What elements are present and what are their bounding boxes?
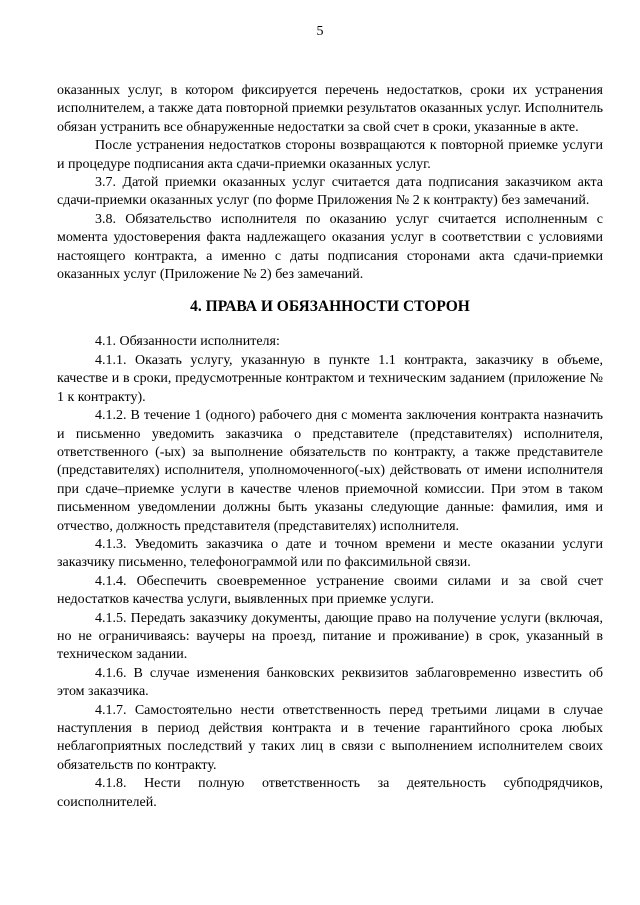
paragraph-4-1-1: 4.1.1. Оказать услугу, указанную в пункте 1.1 контракта, заказчику в объеме, качестве и в сроки, предусмотренные контрактом и техническим заданием (приложение № 1 к контракту). bbox=[57, 352, 603, 405]
document-body bbox=[57, 82, 603, 812]
paragraph-continuation: оказанных услуг, в котором фиксируется перечень недостатков, сроки их устранения исполнителем, а также дата повторной приемки результатов оказанных услуг. Исполнитель обязан устранить все обнаруженные недостатки за свой счет в сроки, указанные в акте. bbox=[57, 83, 603, 135]
paragraph-3-7: 3.7. Датой приемки оказанных услуг считается дата подписания заказчиком акта сдачи-приемки оказанных услуг (по форме Приложения № 2 к контракту) без замечаний. bbox=[57, 175, 603, 209]
paragraph-4-1-8: 4.1.8. Нести полную ответственность за деятельность субподрядчиков, соисполнителей. bbox=[57, 776, 603, 810]
paragraph-3-8: 3.8. Обязательство исполнителя по оказанию услуг считается исполненным с момента удостоверения факта надлежащего оказания услуг в соответствии с условиями настоящего контракта, а именно с даты подписания сторонами акта сдачи-приемки оказанных услуг (Приложение № 2) без замечаний. bbox=[57, 211, 603, 283]
paragraph-4-1-5: 4.1.5. Передать заказчику документы, дающие право на получение услуги (включая, но не ограничиваясь: ваучеры на проезд, питание и проживание) в срок, указанный в техническом задании. bbox=[57, 610, 603, 663]
paragraph-4-1-3: 4.1.3. Уведомить заказчика о дате и точном времени и месте оказании услуги заказчику письменно, телефонограммой или по факсимильной связи. bbox=[57, 536, 603, 571]
paragraph-4-1: 4.1. Обязанности исполнителя: bbox=[95, 334, 280, 350]
paragraph-4-1-6: 4.1.6. В случае изменения банковских реквизитов заблаговременно известить об этом заказчика. bbox=[57, 665, 603, 700]
section-heading: 4. ПРАВА И ОБЯЗАННОСТИ СТОРОН bbox=[190, 298, 470, 316]
page-number: 5 bbox=[316, 24, 324, 39]
paragraph-repeat-acceptance: После устранения недостатков стороны возвращаются к повторной приемке услуги и процедуре подписания акта сдачи-приемки оказанных услуг. bbox=[57, 138, 603, 172]
paragraph-4-1-7: 4.1.7. Самостоятельно нести ответственность перед третьими лицами в случае наступления в период действия контракта и в течение гарантийного срока любых неблагоприятных последствий у таких лиц в связи с выполнением исполнителем своих обязательств по контракту. bbox=[57, 702, 603, 773]
paragraph-4-1-4: 4.1.4. Обеспечить своевременное устранение своими силами и за свой счет недостатков качества услуги, выявленных при приемке услуги. bbox=[57, 573, 603, 608]
paragraph-4-1-2: 4.1.2. В течение 1 (одного) рабочего дня с момента заключения контракта назначить и письменно уведомить заказчика о представителе (представителях) исполнителя, ответственного (-ых) за выполнение обязательств по контракту, а также представителе (представителях) исполнителя, уполномоченного(-ых) действовать от имени исполнителя при сдаче–приемке услуги в качестве членов приемочной комиссии. При этом в таком письменном уведомлении должны быть указаны следующие данные: фамилия, имя и отчество, должность представителя (представителях) исполнителя. bbox=[57, 408, 603, 534]
